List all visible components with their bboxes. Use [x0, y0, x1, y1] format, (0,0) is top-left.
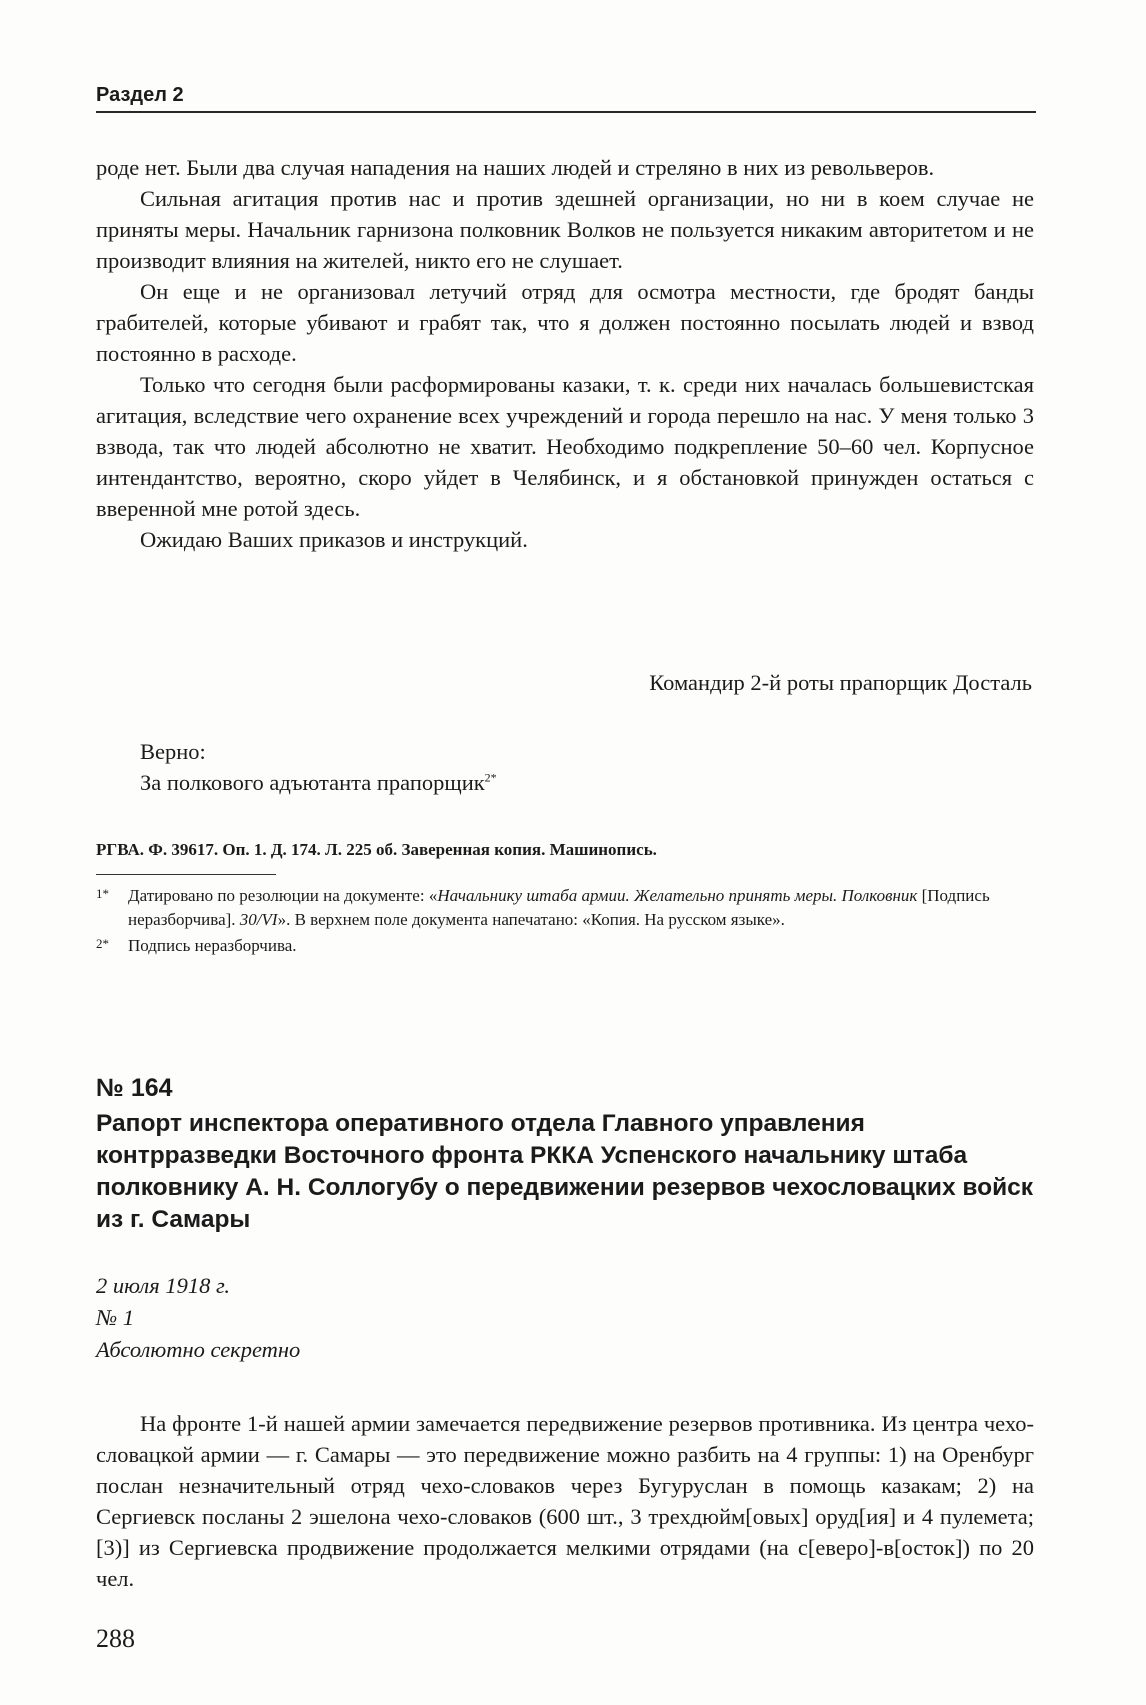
paragraph: Только что сегодня были расформированы казаки, т. к. среди них началась большевистская агитация, вследствие чего охранение всех учреждений и города перешло на нас. У меня только 3 взвода, так что людей абсолютно не хватит. Необходимо подкрепление 50–60 чел. Корпусное интендантство, вероятно, скоро уйдет в Челябинск, и я обстановкой принужден остаться с вверенной мне ротой здесь. — [96, 372, 1034, 521]
paragraph: Он еще и не организовал летучий отряд для осмотра местности, где бродят банды грабителей, которые убивают и грабят так, что я должен постоянно посылать людей и взвод постоянно в расходе. — [96, 279, 1034, 366]
archive-reference: РГВА. Ф. 39617. Оп. 1. Д. 174. Л. 225 об. Заверенная копия. Машинопись. — [96, 840, 657, 859]
paragraph: Ожидаю Ваших приказов и инструкций. — [140, 527, 528, 552]
paragraph: роде нет. Были два случая нападения на наших людей и стреляно в них из револьверов. — [96, 155, 935, 180]
document-reg-number: № 1 — [96, 1305, 135, 1330]
report-body — [96, 152, 1034, 555]
verification-signer-text: За полкового адъютанта прапорщик — [140, 770, 485, 795]
footnote — [96, 884, 1034, 932]
footnote-mark: 1* — [96, 886, 109, 901]
footnote-text-italic: 30/VI — [239, 910, 278, 929]
paragraph: На фронте 1-й нашей армии замечается передвижение резервов противника. Из центра чехо-словацкой армии — г. Самары — это передвижение можно разбить на 4 группы: 1) на Оренбург послан незначительный отряд чехо-словаков через Бугуруслан в помощь казакам; 2) на Сергиевск посланы 2 эшелона чехо-словаков (600 шт., 3 трехдюйм[овых] оруд[ия] и 4 пулемета; [3)] из Сергиевска продвижение продолжается мелкими отрядами (на с[еверо]-в[осток]) по 20 чел. — [96, 1411, 1034, 1591]
document-classification: Абсолютно секретно — [96, 1337, 301, 1362]
footnotes — [96, 884, 1034, 960]
footnote-text-italic: Начальнику штаба армии. Желательно принять меры. Полковник — [437, 886, 918, 905]
footnote-ref: 2* — [484, 770, 497, 785]
verification-block — [140, 736, 497, 798]
running-head — [96, 84, 1036, 113]
footnote-text: Датировано по резолюции на документе: « — [128, 886, 438, 905]
footnote — [96, 934, 1034, 958]
document-meta — [96, 1270, 300, 1366]
paragraph: Сильная агитация против нас и против здешней организации, но ни в коем случае не приняты меры. Начальник гарнизона полковник Волков не пользуется никаким авторитетом и не производит влияния на жителей, никто его не слушает. — [96, 186, 1034, 273]
verification-label: Верно: — [140, 739, 206, 764]
verification-signer — [140, 767, 497, 798]
footnote-text: ». В верхнем поле документа напечатано: «Копия. На русском языке». — [277, 910, 785, 929]
document-date: 2 июля 1918 г. — [96, 1273, 231, 1298]
section-title: Раздел 2 — [96, 84, 184, 106]
footnote-mark: 2* — [96, 936, 109, 951]
footnote-text: [Подпись неразборчива]. — [128, 886, 990, 929]
document-number: № 164 — [96, 1074, 173, 1102]
document-title: Рапорт инспектора оперативного отдела Главного управления контрразведки Восточного фронта РККА Успенского начальнику штаба полковнику А. Н. Соллогубу о передвижении резервов чехословацких войск из г. Самары — [96, 1110, 1034, 1233]
footnote-text: Подпись неразборчива. — [128, 936, 297, 955]
document-body — [96, 1408, 1034, 1594]
page-number: 288 — [96, 1624, 135, 1653]
signature: Командир 2-й роты прапорщик Досталь — [649, 670, 1032, 695]
footnote-divider — [96, 874, 276, 875]
